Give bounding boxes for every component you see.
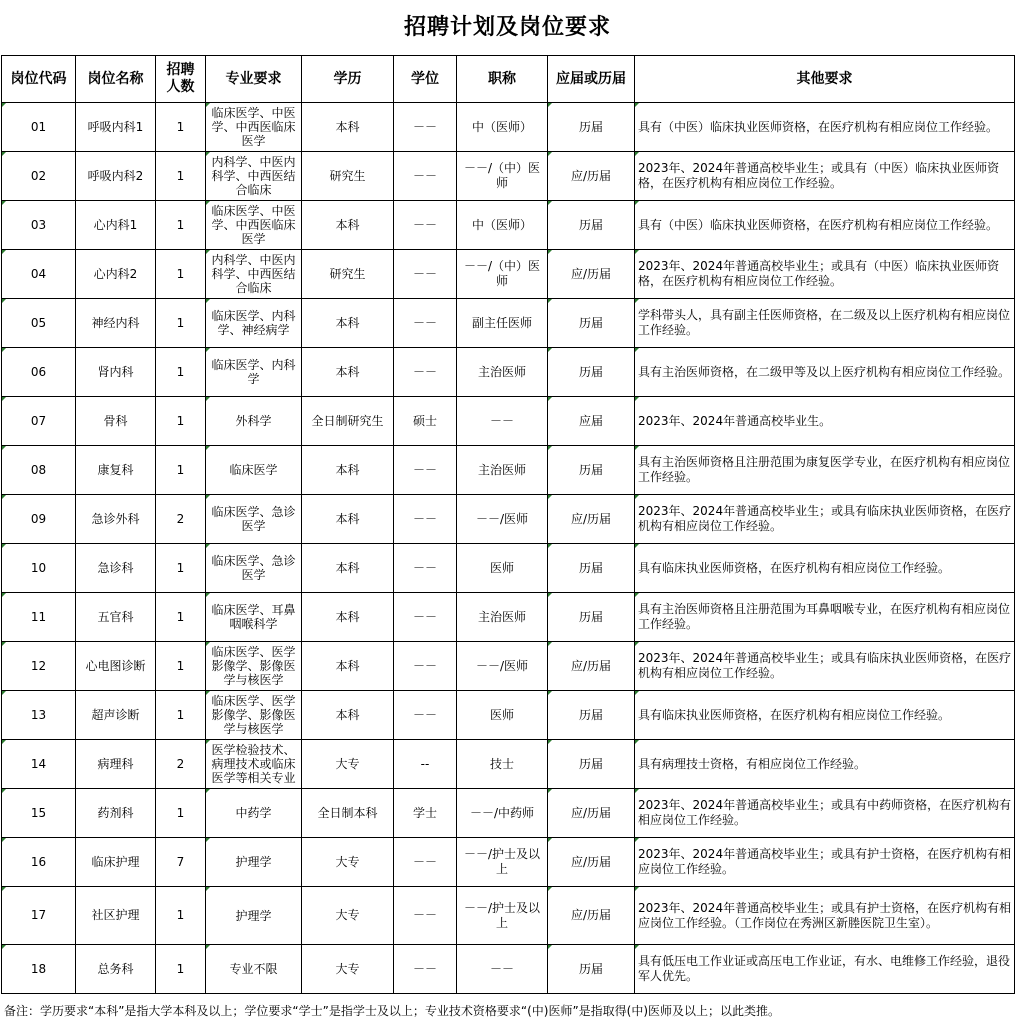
cell-degree: －－	[394, 887, 457, 945]
cell-count: 1	[156, 446, 206, 495]
cell-major: 医学检验技术、病理技术或临床医学等相关专业	[206, 740, 302, 789]
cell-major: 临床医学、内科学、神经病学	[206, 299, 302, 348]
table-row	[2, 299, 1015, 348]
cell-grad: 历届	[548, 593, 635, 642]
cell-grad: 历届	[548, 945, 635, 994]
cell-code: 17	[2, 887, 76, 945]
cell-degree: －－	[394, 299, 457, 348]
cell-count: 1	[156, 299, 206, 348]
cell-major: 临床医学、中医学、中西医临床医学	[206, 103, 302, 152]
cell-grad: 历届	[548, 446, 635, 495]
page-title: 招聘计划及岗位要求	[403, 15, 611, 40]
cell-title: 技士	[457, 740, 548, 789]
cell-degree: －－	[394, 945, 457, 994]
cell-name: 病理科	[76, 740, 156, 789]
cell-code: 01	[2, 103, 76, 152]
cell-grad: 应/历届	[548, 789, 635, 838]
cell-code: 05	[2, 299, 76, 348]
cell-code: 10	[2, 544, 76, 593]
table-row	[2, 544, 1015, 593]
table-row	[2, 397, 1015, 446]
cell-title: 中（医师）	[457, 201, 548, 250]
cell-code: 07	[2, 397, 76, 446]
cell-major: 临床医学	[206, 446, 302, 495]
cell-education: 大专	[302, 838, 394, 887]
header-other: 其他要求	[635, 56, 1015, 103]
cell-name: 五官科	[76, 593, 156, 642]
cell-count: 1	[156, 691, 206, 740]
cell-degree: －－	[394, 103, 457, 152]
cell-name: 呼吸内科1	[76, 103, 156, 152]
cell-name: 药剂科	[76, 789, 156, 838]
cell-title: －－/中药师	[457, 789, 548, 838]
cell-count: 1	[156, 593, 206, 642]
cell-major: 内科学、中医内科学、中西医结合临床	[206, 152, 302, 201]
table-row	[2, 201, 1015, 250]
cell-title: 主治医师	[457, 348, 548, 397]
cell-grad: 历届	[548, 544, 635, 593]
cell-grad: 应/历届	[548, 642, 635, 691]
cell-count: 1	[156, 945, 206, 994]
cell-title: 医师	[457, 691, 548, 740]
cell-major: 临床医学、耳鼻咽喉科学	[206, 593, 302, 642]
cell-degree: －－	[394, 642, 457, 691]
cell-degree: －－	[394, 201, 457, 250]
cell-title: 主治医师	[457, 593, 548, 642]
cell-education: 全日制本科	[302, 789, 394, 838]
cell-code: 02	[2, 152, 76, 201]
cell-code: 16	[2, 838, 76, 887]
table-row	[2, 642, 1015, 691]
cell-name: 社区护理	[76, 887, 156, 945]
cell-count: 1	[156, 887, 206, 945]
cell-education: 本科	[302, 544, 394, 593]
cell-title: 主治医师	[457, 446, 548, 495]
cell-count: 1	[156, 642, 206, 691]
cell-major: 内科学、中医内科学、中西医结合临床	[206, 250, 302, 299]
cell-education: 大专	[302, 740, 394, 789]
cell-major: 护理学	[206, 838, 302, 887]
cell-name: 心电图诊断	[76, 642, 156, 691]
cell-code: 18	[2, 945, 76, 994]
cell-name: 肾内科	[76, 348, 156, 397]
cell-other: 具有主治医师资格，在二级甲等及以上医疗机构有相应岗位工作经验。	[635, 348, 1015, 397]
cell-other: 2023年、2024年普通高校毕业生；或具有护士资格，在医疗机构有相应岗位工作经验。	[635, 838, 1015, 887]
cell-name: 骨科	[76, 397, 156, 446]
table-row	[2, 593, 1015, 642]
cell-education: 本科	[302, 299, 394, 348]
cell-code: 12	[2, 642, 76, 691]
cell-title: －－/医师	[457, 642, 548, 691]
cell-grad: 应/历届	[548, 152, 635, 201]
cell-education: 研究生	[302, 152, 394, 201]
header-name: 岗位名称	[76, 56, 156, 103]
header-count: 招聘人数	[156, 56, 206, 103]
cell-education: 本科	[302, 642, 394, 691]
cell-education: 本科	[302, 201, 394, 250]
cell-degree: －－	[394, 838, 457, 887]
cell-major: 中药学	[206, 789, 302, 838]
table-row	[2, 945, 1015, 994]
cell-education: 本科	[302, 691, 394, 740]
cell-name: 急诊科	[76, 544, 156, 593]
table-row	[2, 103, 1015, 152]
cell-major: 临床医学、急诊医学	[206, 544, 302, 593]
cell-title: －－/（中）医师	[457, 152, 548, 201]
header-title: 职称	[457, 56, 548, 103]
cell-code: 13	[2, 691, 76, 740]
cell-grad: 历届	[548, 348, 635, 397]
header-education: 学历	[302, 56, 394, 103]
table-row	[2, 789, 1015, 838]
table-row	[2, 740, 1015, 789]
cell-grad: 应/历届	[548, 838, 635, 887]
cell-degree: －－	[394, 152, 457, 201]
cell-education: 大专	[302, 887, 394, 945]
cell-grad: 历届	[548, 103, 635, 152]
cell-grad: 历届	[548, 299, 635, 348]
cell-count: 2	[156, 495, 206, 544]
table-header-row	[2, 56, 1015, 103]
cell-degree: －－	[394, 691, 457, 740]
cell-grad: 历届	[548, 740, 635, 789]
cell-grad: 应/历届	[548, 887, 635, 945]
header-code: 岗位代码	[2, 56, 76, 103]
cell-name: 总务科	[76, 945, 156, 994]
cell-count: 7	[156, 838, 206, 887]
cell-grad: 历届	[548, 691, 635, 740]
cell-grad: 应届	[548, 397, 635, 446]
cell-title: －－/护士及以上	[457, 887, 548, 945]
cell-title: 中（医师）	[457, 103, 548, 152]
cell-title: 医师	[457, 544, 548, 593]
cell-title: －－/（中）医师	[457, 250, 548, 299]
cell-major: 临床医学、内科学	[206, 348, 302, 397]
cell-other: 2023年、2024年普通高校毕业生；或具有（中医）临床执业医师资格，在医疗机构有相应岗位工作经验。	[635, 152, 1015, 201]
cell-degree: －－	[394, 250, 457, 299]
cell-count: 1	[156, 103, 206, 152]
cell-grad: 应/历届	[548, 495, 635, 544]
cell-count: 1	[156, 397, 206, 446]
cell-education: 全日制研究生	[302, 397, 394, 446]
cell-other: 2023年、2024年普通高校毕业生；或具有（中医）临床执业医师资格，在医疗机构有相应岗位工作经验。	[635, 250, 1015, 299]
cell-degree: －－	[394, 544, 457, 593]
cell-degree: －－	[394, 348, 457, 397]
table-row	[2, 691, 1015, 740]
cell-code: 03	[2, 201, 76, 250]
table-row	[2, 887, 1015, 945]
cell-count: 2	[156, 740, 206, 789]
cell-other: 具有（中医）临床执业医师资格，在医疗机构有相应岗位工作经验。	[635, 103, 1015, 152]
recruitment-table	[1, 55, 1015, 994]
cell-count: 1	[156, 250, 206, 299]
cell-major: 临床医学、医学影像学、影像医学与核医学	[206, 691, 302, 740]
cell-name: 超声诊断	[76, 691, 156, 740]
cell-major: 临床医学、急诊医学	[206, 495, 302, 544]
cell-title: －－/护士及以上	[457, 838, 548, 887]
cell-other: 具有临床执业医师资格，在医疗机构有相应岗位工作经验。	[635, 691, 1015, 740]
cell-name: 急诊外科	[76, 495, 156, 544]
cell-major: 临床医学、中医学、中西医临床医学	[206, 201, 302, 250]
table-row	[2, 838, 1015, 887]
cell-major: 护理学	[206, 887, 302, 945]
cell-name: 神经内科	[76, 299, 156, 348]
cell-degree: －－	[394, 446, 457, 495]
cell-title: －－	[457, 945, 548, 994]
header-grad: 应届或历届	[548, 56, 635, 103]
cell-code: 08	[2, 446, 76, 495]
cell-count: 1	[156, 544, 206, 593]
cell-other: 具有主治医师资格且注册范围为康复医学专业，在医疗机构有相应岗位工作经验。	[635, 446, 1015, 495]
footnote: 备注：学历要求“本科”是指大学本科及以上；学位要求“学士”是指学士及以上；专业技术资格要求“(中)医师”是指取得(中)医师及以上；以此类推。	[4, 1004, 781, 1018]
cell-count: 1	[156, 201, 206, 250]
cell-code: 09	[2, 495, 76, 544]
table-row	[2, 250, 1015, 299]
cell-degree: －－	[394, 593, 457, 642]
cell-title: －－/医师	[457, 495, 548, 544]
cell-education: 研究生	[302, 250, 394, 299]
cell-degree: 学士	[394, 789, 457, 838]
cell-name: 呼吸内科2	[76, 152, 156, 201]
cell-code: 11	[2, 593, 76, 642]
cell-major: 外科学	[206, 397, 302, 446]
table-row	[2, 446, 1015, 495]
cell-other: 2023年、2024年普通高校毕业生；或具有中药师资格，在医疗机构有相应岗位工作经验。	[635, 789, 1015, 838]
cell-other: 2023年、2024年普通高校毕业生；或具有护士资格，在医疗机构有相应岗位工作经验。（工作岗位在秀洲区新塍医院卫生室）。	[635, 887, 1015, 945]
cell-grad: 历届	[548, 201, 635, 250]
cell-education: 本科	[302, 348, 394, 397]
cell-title: －－	[457, 397, 548, 446]
cell-education: 本科	[302, 593, 394, 642]
cell-count: 1	[156, 789, 206, 838]
cell-code: 06	[2, 348, 76, 397]
cell-other: 2023年、2024年普通高校毕业生；或具有临床执业医师资格，在医疗机构有相应岗位工作经验。	[635, 495, 1015, 544]
cell-count: 1	[156, 348, 206, 397]
cell-other: 具有（中医）临床执业医师资格，在医疗机构有相应岗位工作经验。	[635, 201, 1015, 250]
cell-degree: --	[394, 740, 457, 789]
cell-other: 具有病理技士资格，有相应岗位工作经验。	[635, 740, 1015, 789]
cell-degree: 硕士	[394, 397, 457, 446]
table-row	[2, 495, 1015, 544]
cell-other: 具有主治医师资格且注册范围为耳鼻咽喉专业，在医疗机构有相应岗位工作经验。	[635, 593, 1015, 642]
cell-code: 15	[2, 789, 76, 838]
cell-grad: 应/历届	[548, 250, 635, 299]
cell-other: 学科带头人，具有副主任医师资格，在二级及以上医疗机构有相应岗位工作经验。	[635, 299, 1015, 348]
cell-education: 本科	[302, 446, 394, 495]
cell-other: 具有低压电工作业证或高压电工作业证，有水、电维修工作经验，退役军人优先。	[635, 945, 1015, 994]
cell-degree: －－	[394, 495, 457, 544]
header-major: 专业要求	[206, 56, 302, 103]
cell-code: 04	[2, 250, 76, 299]
cell-count: 1	[156, 152, 206, 201]
cell-major: 临床医学、医学影像学、影像医学与核医学	[206, 642, 302, 691]
cell-other: 具有临床执业医师资格，在医疗机构有相应岗位工作经验。	[635, 544, 1015, 593]
table-row	[2, 152, 1015, 201]
header-degree: 学位	[394, 56, 457, 103]
cell-education: 本科	[302, 495, 394, 544]
cell-other: 2023年、2024年普通高校毕业生；或具有临床执业医师资格，在医疗机构有相应岗位工作经验。	[635, 642, 1015, 691]
cell-major: 专业不限	[206, 945, 302, 994]
cell-code: 14	[2, 740, 76, 789]
cell-name: 康复科	[76, 446, 156, 495]
table-row	[2, 348, 1015, 397]
cell-name: 心内科2	[76, 250, 156, 299]
cell-title: 副主任医师	[457, 299, 548, 348]
cell-other: 2023年、2024年普通高校毕业生。	[635, 397, 1015, 446]
cell-education: 大专	[302, 945, 394, 994]
cell-education: 本科	[302, 103, 394, 152]
cell-name: 心内科1	[76, 201, 156, 250]
cell-name: 临床护理	[76, 838, 156, 887]
